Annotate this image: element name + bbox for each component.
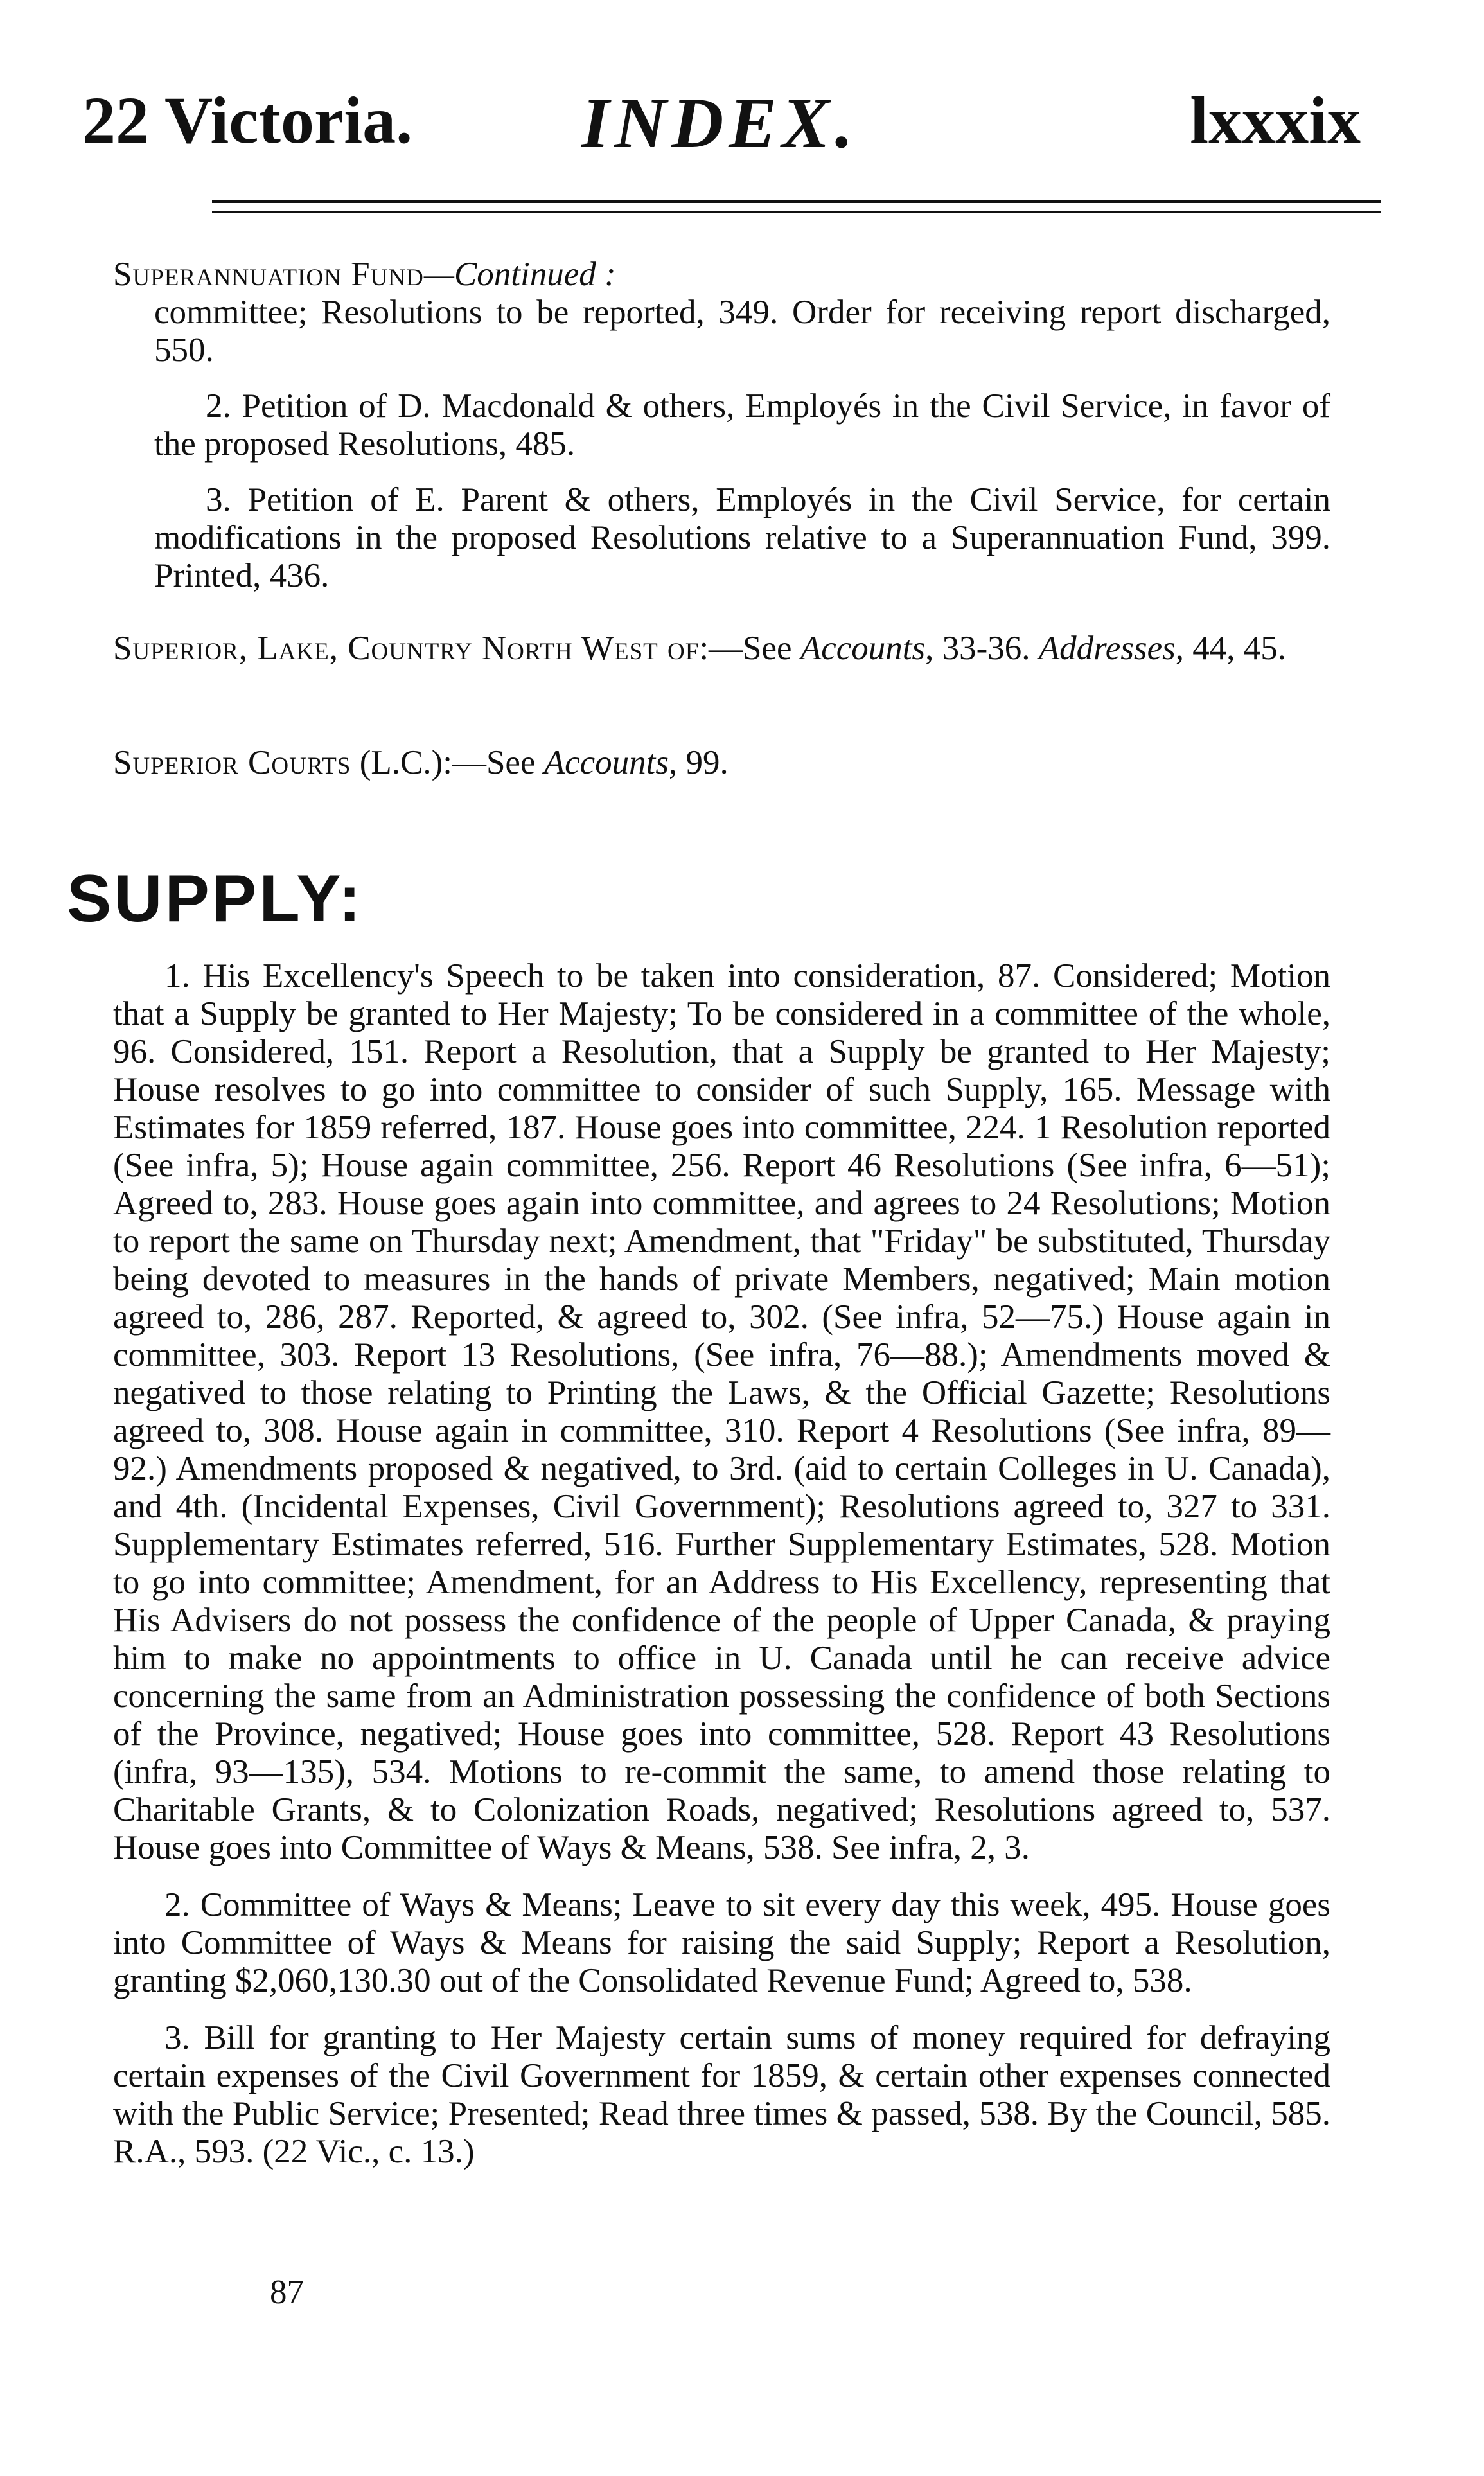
running-header bbox=[0, 82, 1484, 172]
entry-heading-continued: —Continued : bbox=[423, 256, 616, 293]
entry-text-part: (L.C.):—See bbox=[351, 744, 544, 781]
entry-superior-lake bbox=[113, 630, 1330, 668]
entry-text: committee; Resolutions to be reported, 349. Order for receiving report discharged, 550. bbox=[154, 294, 1330, 369]
header-rule-thick bbox=[212, 200, 1381, 203]
entry-text-part: :—See bbox=[699, 630, 800, 667]
cross-reference: Accounts bbox=[543, 744, 669, 781]
cross-reference: Addresses bbox=[1038, 630, 1176, 667]
entry-text: 2. Committee of Ways & Means; Leave to sit every day this week, 495. House goes into Committee of Ways & Means for raising the said Supply; Report a Resolution, granting $2,060,130.30 out of the Consolidated Revenue Fund; Agreed to, 538. bbox=[113, 1886, 1330, 1999]
entry-heading-name: Superior Courts bbox=[113, 744, 351, 781]
entry-text: 1. His Excellency's Speech to be taken into consideration, 87. Considered; Motion that a Supply be granted to Her Majesty; To be considered in a committee of the whole, 96. Considered, 151. Report a Resolution, that a Supply be granted to Her Majesty; House resolves to go into committee to consider of such Supply, 165. Message with Estimates for 1859 referred, 187. House goes into committee, 224. 1 Resolution reported (See infra, 5); House again committee, 256. Report 46 Resolutions (See infra, 6—51); Agreed to, 283. House goes again into committee, and agrees to 24 Resolutions; Motion to report the same on Thursday next; Amendment, that "Friday" be substituted, Thursday being devoted to measures in the hands of private Members, negatived; Main motion agreed to, 286, 287. Reported, & agreed to, 302. (See infra, 52—75.) House again in committee, 303. Report 13 Resolutions, (See infra, 76—88.); Amendments moved & negatived to those relating to Printing the Laws, & the Official Gazette; Resolutions agreed to, 308. House again in committee, 310. Report 4 Resolutions (See infra, 89—92.) Amendments proposed & negatived, to 3rd. (aid to certain Colleges in U. Canada), and 4th. (Incidental Expenses, Civil Government); Resolutions agreed to, 327 to 331. Supplementary Estimates referred, 516. Further Supplementary Estimates, 528. Motion to go into committee; Amendment, for an Address to His Excellency, representing that His Advisers do not possess the confidence of the people of Upper Canada, & praying him to make no appointments to office in U. Canada until he can receive advice concerning the same from an Administration possessing the confidence of both Sections of the Province, negatived; House goes into committee, 528. Report 43 Resolutions (infra, 93—135), 534. Motions to re-commit the same, to amend those relating to Charitable Grants, & to Colonization Roads, negatived; Resolutions agreed to, 537. House goes into Committee of Ways & Means, 538. See infra, 2, 3. bbox=[113, 957, 1330, 1866]
cross-reference: Accounts bbox=[800, 630, 926, 667]
section-heading-supply: SUPPLY: bbox=[67, 862, 364, 936]
entry-text bbox=[113, 744, 1330, 782]
entry-text bbox=[113, 630, 1330, 668]
entry-superannuation-fund bbox=[113, 256, 1330, 595]
signature-mark: 87 bbox=[270, 2274, 304, 2311]
header-rule-thin bbox=[212, 211, 1381, 213]
header-page-number: lxxxix bbox=[1190, 84, 1361, 157]
entry-heading-name: Superannuation Fund bbox=[113, 256, 424, 293]
entry-text: 3. Bill for granting to Her Majesty certain sums of money required for defraying certain expenses of the Civil Government for 1859, & certain other expenses connected with the Public Service; Presented; Read three times & passed, 538. By the Council, 585. R.A., 593. (22 Vic., c. 13.) bbox=[113, 2019, 1330, 2170]
header-title: INDEX. bbox=[581, 84, 858, 163]
entry-text-part: , 44, 45. bbox=[1175, 630, 1286, 667]
entry-text-part: , 33-36. bbox=[925, 630, 1039, 667]
entry-heading-name: Superior, Lake, Country North West of bbox=[113, 630, 700, 667]
entry-text: 2. Petition of D. Macdonald & others, Employés in the Civil Service, in favor of the proposed Resolutions, 485. bbox=[154, 387, 1330, 463]
entry-text-part: , 99. bbox=[669, 744, 729, 781]
entry-supply bbox=[113, 957, 1330, 2171]
entry-heading bbox=[113, 256, 1330, 294]
entry-superior-courts bbox=[113, 744, 1330, 782]
entry-text: 3. Petition of E. Parent & others, Employés in the Civil Service, for certain modifications in the proposed Resolutions relative to a Superannuation Fund, 399. Printed, 436. bbox=[154, 481, 1330, 594]
header-volume: 22 Victoria. bbox=[82, 84, 413, 157]
